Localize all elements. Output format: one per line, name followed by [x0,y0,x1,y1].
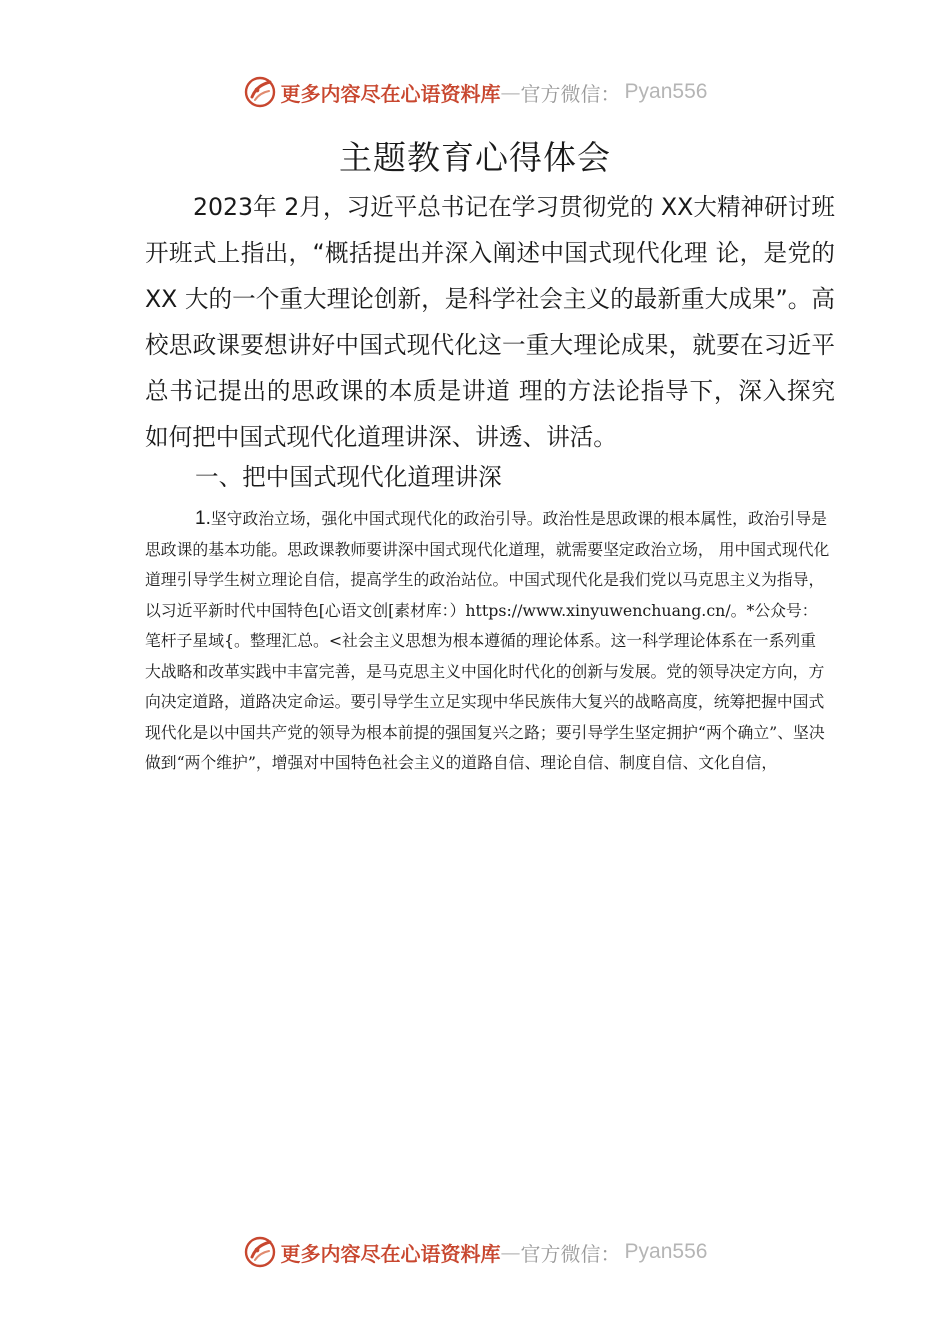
watermark-wechat-id: Pyan556 [624,80,708,103]
document-title: 主题教育心得体会 [339,138,611,177]
watermark-separator: — [500,1240,521,1264]
section-heading: 一、把中国式现代化道理讲深 [195,463,502,491]
body-paragraph [145,504,830,779]
brand-logo-icon [243,75,277,109]
brand-logo-icon [243,1235,277,1269]
lead-paragraph: 2023年 2月，习近平总书记在学习贯彻党的 XX大精神研讨班开班式上指出，“概括提出并深入阐述中国式现代化理 论，是党的 XX 大的一个重大理论创新，是科学社会主义的最新重大成果”。高校思政课要想讲好中国式现代化这一重大理论成果，就要在习近平总书记提出的思政课的本质是讲道 理的方法论指导下，深入探究如何把中国式现代化道理讲深、讲透、讲活。 [145,193,835,451]
watermark-separator: — [500,80,521,104]
item-text: 坚守政治立场，强化中国式现代化的政治引导。政治性是思政课的根本属性，政治引导是思政课的基本功能。思政课教师要讲深中国式现代化道理，就需要坚定政治立场， 用中国式现代化道理引导学生树立理论自信，提高学生的政治站位。中国式现代化是我们党以马克思主义为指导，以习近平新时代中国特色[心语文创[素材库：）https://www.xinyuwenchuang.cn/。*公众号：笔杆子星域{。整理汇总。<社会主义思想为根本遵循的理论体系。这一科学理论体系在一系列重大战略和改革实践中丰富完善，是马克思主义中国化时代化的创新与发展。党的领导决定方向，方向决定道路，道路决定命运。要引导学生立足实现中华民族伟大复兴的战略高度，统筹把握中国式现代化是以中国共产党的领导为根本前提的强国复兴之路；要引导学生坚定拥护“两个确立”、坚决做到“两个维护”，增强对中国特色社会主义的道路自信、理论自信、制度自信、文化自信， [145,509,830,772]
header-watermark [0,72,950,112]
item-number: 1. [195,508,211,529]
watermark-brand-text: 更多内容尽在心语资料库 [280,81,501,106]
footer-watermark [0,1232,950,1272]
watermark-wechat-id: Pyan556 [624,1240,708,1263]
watermark-label: 官方微信： [520,1241,621,1266]
watermark-label: 官方微信： [520,81,621,106]
watermark-brand-text: 更多内容尽在心语资料库 [280,1241,501,1266]
